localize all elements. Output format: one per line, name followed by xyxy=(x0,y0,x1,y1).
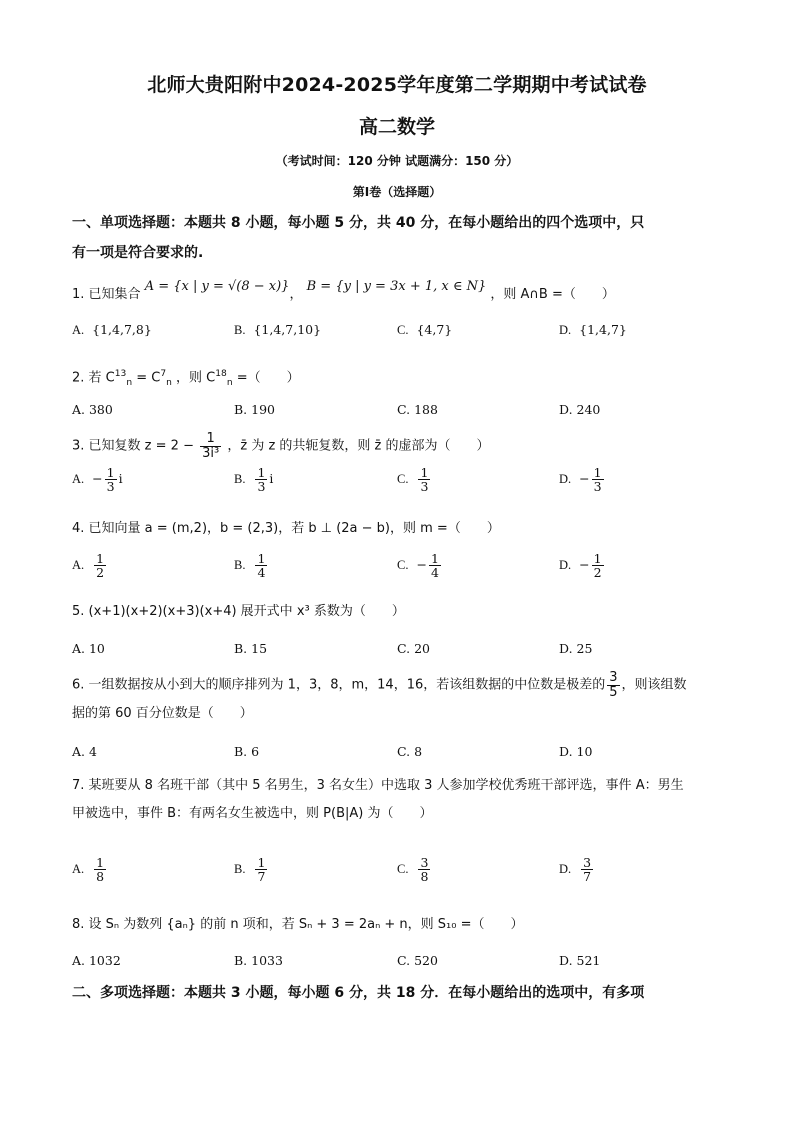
option-b[interactable]: B. 6 xyxy=(234,744,260,759)
option-a[interactable] xyxy=(72,322,152,338)
option-d[interactable]: D. 240 xyxy=(559,402,601,417)
option-a[interactable]: A. 10 xyxy=(72,641,105,656)
question-number: 2. xyxy=(72,370,85,386)
option-a[interactable]: A. 4 xyxy=(72,744,97,759)
question-text-end: ，则该组数 xyxy=(621,677,687,693)
section2-heading: 二、多项选择题：本题共 3 小题，每小题 6 分，共 18 分．在每小题给出的选项中，有多项 xyxy=(72,985,645,1001)
option-c[interactable]: C. $\frac{3}{8}$ xyxy=(397,855,429,885)
question-line xyxy=(72,671,732,700)
option-a[interactable]: A. 1032 xyxy=(72,953,121,968)
section1-heading xyxy=(72,208,722,268)
option-b[interactable]: B. $\frac{1}{7}$ xyxy=(234,855,266,885)
question-text: 若 C xyxy=(88,370,115,386)
question-text: 某班要从 8 名班干部（其中 5 名男生，3 名女生）中选取 3 人参加学校优秀班干部评选，事件 A：男生 xyxy=(88,778,684,793)
option-label: C. xyxy=(397,323,409,337)
option-d[interactable]: D. − $\frac{1}{3}$ xyxy=(559,465,602,495)
question-line xyxy=(72,772,732,800)
section1-heading-line2: 有一项是符合要求的. xyxy=(72,245,204,261)
options-7 xyxy=(72,855,732,892)
option-label: B. xyxy=(234,323,246,337)
question-line-2: 甲被选中，事件 B：有两名女生被选中，则 P(B|A) 为（ ） xyxy=(72,806,433,821)
option-value: {1,4,7,8} xyxy=(92,322,152,337)
question-text: 设 Sₙ 为数列 {aₙ} 的前 n 项和，若 Sₙ + 3 = 2aₙ + n，则 S₁₀ =（ ） xyxy=(88,917,524,932)
question-number: 6. xyxy=(72,677,85,693)
option-a[interactable]: A. $\frac{1}{2}$ xyxy=(72,551,105,581)
question-text-end: =（ ） xyxy=(236,370,300,386)
option-c[interactable]: C. 188 xyxy=(397,402,438,417)
question-text-end: ，z̄ 为 z 的共轭复数，则 z̄ 的虚部为（ ） xyxy=(227,438,490,454)
option-b[interactable]: B. $\frac{1}{3}$ i xyxy=(234,465,274,495)
volume-title: 第Ⅰ卷（选择题） xyxy=(352,185,442,199)
question-3 xyxy=(72,432,732,461)
option-a[interactable]: A. 380 xyxy=(72,402,113,417)
options-2 xyxy=(72,402,732,432)
option-d[interactable]: D. 521 xyxy=(559,953,601,968)
question-text-end: ，则 A∩B =（ ） xyxy=(490,287,615,302)
question-6 xyxy=(72,671,732,728)
option-d[interactable]: D. − $\frac{1}{2}$ xyxy=(559,551,602,581)
option-value: {1,4,7,10} xyxy=(253,322,322,337)
question-number: 1. xyxy=(72,287,85,302)
question-text: (x+1)(x+2)(x+3)(x+4) 展开式中 x³ 系数为（ ） xyxy=(88,604,405,619)
options-4 xyxy=(72,551,732,588)
option-c[interactable]: C. 8 xyxy=(397,744,423,759)
fraction: $\frac{1}{\text{3i³}}$ xyxy=(202,431,220,461)
subject-title: 高二数学 xyxy=(358,116,435,138)
question-line-2: 据的第 60 百分位数是（ ） xyxy=(72,705,253,721)
option-c[interactable]: C. 20 xyxy=(397,641,430,656)
question-number: 3. xyxy=(72,438,85,454)
option-c[interactable]: C. $\frac{1}{3}$ xyxy=(397,465,429,495)
options-5 xyxy=(72,641,732,671)
question-text: 已知向量 a = (m,2)，b = (2,3)，若 b ⊥ (2a − b)，则 m =（ ） xyxy=(88,521,500,536)
option-value: {1,4,7} xyxy=(579,322,627,337)
option-b[interactable]: B. 1033 xyxy=(234,953,283,968)
question-number: 7. xyxy=(72,778,85,793)
question-number: 8. xyxy=(72,917,85,932)
option-b[interactable]: B. 190 xyxy=(234,402,275,417)
question-1: 1. 已知集合 A = {x | y = √(8 − x)}， B = {y | y = 3x + 1, x ∈ N} ，则 A∩B =（ ） xyxy=(72,279,615,302)
option-a[interactable]: A. $\frac{1}{8}$ xyxy=(72,855,105,885)
option-d[interactable]: D. 25 xyxy=(559,641,593,656)
section1-heading-line1: 一、单项选择题：本题共 8 小题，每小题 5 分，共 40 分，在每小题给出的四个选项中，只 xyxy=(72,215,645,231)
option-b[interactable]: B. 15 xyxy=(234,641,268,656)
question-4 xyxy=(72,515,732,543)
question-number: 4. xyxy=(72,521,85,536)
set-a: A = {x | y = √(8 − x)} xyxy=(144,279,290,294)
question-5 xyxy=(72,598,732,626)
exam-info: （考试时间：120 分钟 试题满分：150 分） xyxy=(275,154,519,168)
option-value: {4,7} xyxy=(416,322,453,337)
set-b: B = {y | y = 3x + 1, x ∈ N} xyxy=(306,279,487,294)
option-c[interactable]: C. 520 xyxy=(397,953,438,968)
option-c[interactable] xyxy=(397,322,452,338)
question-text-mid: ，则 C xyxy=(176,370,216,386)
options-6 xyxy=(72,744,732,774)
option-d[interactable] xyxy=(559,322,627,338)
fraction: $\frac{3}{5}$ xyxy=(609,670,618,700)
option-b[interactable] xyxy=(234,322,321,338)
option-label: D. xyxy=(559,323,572,337)
question-number: 5. xyxy=(72,604,85,619)
option-a[interactable]: A. − $\frac{1}{3}$ i xyxy=(72,465,123,495)
question-7 xyxy=(72,772,732,828)
option-b[interactable]: B. $\frac{1}{4}$ xyxy=(234,551,266,581)
options-1 xyxy=(72,322,732,352)
option-c[interactable]: C. − $\frac{1}{4}$ xyxy=(397,551,439,581)
option-label: A. xyxy=(72,323,85,337)
option-d[interactable]: D. 10 xyxy=(559,744,593,759)
question-8 xyxy=(72,911,732,939)
question-text: 已知复数 z = 2 − xyxy=(88,438,194,454)
question-text: 一组数据按从小到大的顺序排列为 1，3，8，m，14，16，若该组数据的中位数是极差的 xyxy=(88,677,606,693)
options-3 xyxy=(72,465,732,502)
option-d[interactable]: D. $\frac{3}{7}$ xyxy=(559,855,592,885)
exam-title: 北师大贵阳附中2024-2025学年度第二学期期中考试试卷 xyxy=(147,74,647,96)
question-text: 已知集合 xyxy=(88,287,141,302)
question-2: 2. 若 $C^{13}_n = C^7_n$ ，则 $C^{18}_n$ =（ ） xyxy=(72,369,300,388)
